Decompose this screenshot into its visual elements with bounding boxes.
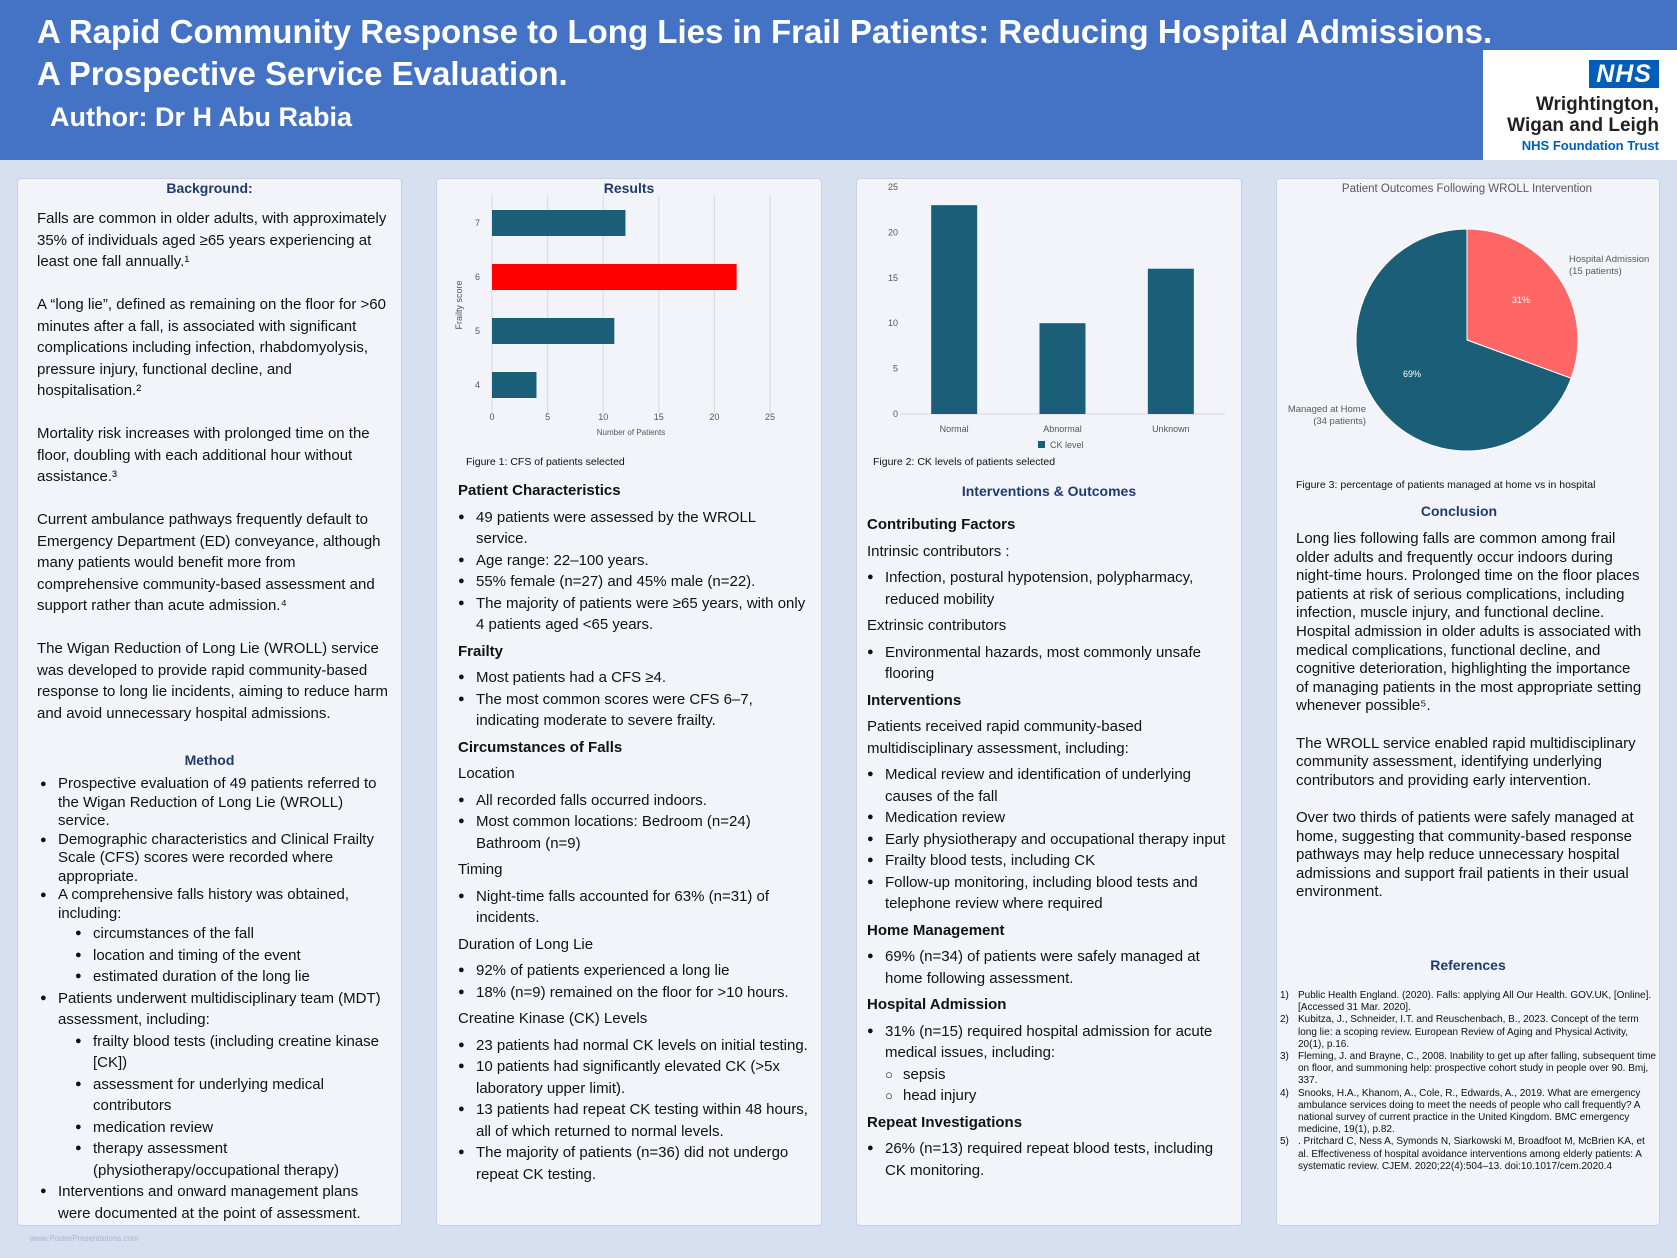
figure2-caption: Figure 2: CK levels of patients selected	[873, 456, 1056, 468]
references-list	[1280, 990, 1656, 1173]
poster-title-line1: A Rapid Community Response to Long Lies in Frail Patients: Reducing Hospital Admissions.	[37, 13, 1493, 50]
conclusion-paragraph: Over two thirds of patients were safely managed at home, suggesting that community-based response pathways may help reduce unnecessary hospital admissions and support frail patients in their usual environment.	[1296, 808, 1634, 901]
ck-heading: Creatine Kinase (CK) Levels	[458, 1010, 648, 1027]
list-item: ● Most patients had a CFS ≥4.	[458, 667, 808, 689]
trust-name-line2: Wigan and Leigh	[1507, 115, 1659, 136]
conclusion-paragraph: The WROLL service enabled rapid multidisciplinary community assessment, identifying underlying contributors and providing early intervention.	[1296, 734, 1636, 789]
list-item: ● 69% (n=34) of patients were safely managed at home following assessment.	[867, 946, 1227, 989]
x-tick-label: Unknown	[1152, 424, 1190, 434]
pie-slice-label: Managed at Home	[1287, 404, 1366, 415]
results-text	[458, 480, 808, 1185]
list-item: ● 18% (n=9) remained on the floor for >10 hours.	[458, 982, 808, 1004]
pie-pct-label: 31%	[1511, 295, 1531, 305]
outcomes-pie-chart	[1278, 180, 1658, 470]
legend-swatch	[1038, 441, 1045, 448]
background-paragraph: Current ambulance pathways frequently default to Emergency Department (ED) conveyance, although many patients would benefit more from comprehensive community-based assessment and support rather than acute admission.⁴	[37, 511, 381, 614]
watermark: www.PosterPresentations.com	[30, 1234, 139, 1243]
ck-bar-chart	[860, 180, 1240, 455]
bar	[492, 264, 737, 290]
list-item: ○ head injury	[885, 1085, 1227, 1107]
cfs-bar-chart	[440, 195, 820, 440]
conclusion-heading: Conclusion	[1420, 503, 1498, 519]
results-heading: Results	[603, 180, 655, 196]
background-paragraph: Mortality risk increases with prolonged time on the floor, doubling with each additional hour without assistance.³	[37, 425, 370, 485]
y-axis-label: Frailty score	[454, 280, 464, 330]
list-item: ● Demographic characteristics and Clinical Frailty Scale (CFS) scores were recorded where appropriate.	[40, 831, 385, 887]
list-item: ● circumstances of the fall	[75, 923, 385, 945]
y-tick-label: 5	[474, 326, 480, 336]
list-item: ● 23 patients had normal CK levels on initial testing.	[458, 1035, 808, 1057]
x-axis-label: Number of Patients	[596, 428, 666, 437]
conclusion-paragraph: Long lies following falls are common among frail older adults and frequently occur indoors during night-time hours. Prolonged time on the floor places patients at risk of serious complications, including infection, muscle injury, and functional decline. Hospital admission in older adults is associated with medical complications, functional decline, and cognitive deterioration, highlighting the importance of managing patients in the most appropriate setting whenever possible⁵.	[1296, 530, 1642, 715]
timing-heading: Timing	[458, 861, 503, 878]
reference-item: 5) . Pritchard C, Ness A, Symonds N, Siarkowski M, Broadfoot M, McBrien KA, et al. Effectiveness of hospital avoidance interventions among elderly patients: A systematic review. CJEM. 2020;22(4):504–13. doi:10.1017/cem.2020.4	[1280, 1136, 1645, 1172]
pie-slice-label: Hospital Admission	[1569, 254, 1650, 265]
duration-heading: Duration of Long Lie	[458, 935, 594, 953]
bar	[492, 372, 536, 398]
x-tick-label: 5	[545, 412, 551, 422]
figure3-caption: Figure 3: percentage of patients managed at home vs in hospital	[1296, 479, 1596, 491]
list-item: ○ sepsis	[885, 1064, 1227, 1086]
list-item: ● frailty blood tests (including creatine kinase [CK])	[75, 1031, 385, 1074]
list-item: ● Age range: 22–100 years.	[458, 550, 808, 572]
interventions-heading: Interventions & Outcomes	[961, 483, 1137, 499]
list-item: ● 49 patients were assessed by the WROLL service.	[458, 507, 808, 550]
bar	[1148, 269, 1194, 414]
trust-name-line3: NHS Foundation Trust	[1521, 138, 1659, 153]
patient-characteristics-heading: Patient Characteristics	[458, 482, 621, 499]
list-item: ● 31% (n=15) required hospital admission for acute medical issues, including: ○ sepsis ○ head injury	[867, 1021, 1227, 1107]
repeat-investigations-heading: Repeat Investigations	[867, 1113, 1023, 1131]
poster-header	[0, 0, 1677, 160]
pie-pct-label: 69%	[1402, 369, 1422, 379]
conclusion-text	[1296, 530, 1646, 923]
list-item: ● Frailty blood tests, including CK	[867, 850, 1227, 872]
background-paragraph: The Wigan Reduction of Long Lie (WROLL) service was developed to provide rapid community-based response to long lie incidents, aiming to reduce harm and avoid unnecessary hospital admissions.	[37, 640, 389, 722]
reference-item: 3) Fleming, J. and Brayne, C., 2008. Inability to get up after falling, subsequent time on floor, and summoning help: prospective cohort study in people over 90. Bmj, 337.	[1280, 1051, 1656, 1087]
reference-item: 2) Kubitza, J., Schneider, I.T. and Reuschenbach, B., 2023. Concept of the term long lie: a scoping review. European Review of Aging and Physical Activity, 20(1), p.16.	[1280, 1014, 1639, 1050]
interventions-subheading: Interventions	[867, 691, 962, 709]
y-tick-label: 20	[887, 227, 898, 238]
reference-item: 1) Public Health England. (2020). Falls: applying All Our Health. GOV.UK, [Online]. [Accessed 31 Mar. 2020].	[1280, 990, 1652, 1014]
y-tick-label: 0	[892, 409, 898, 419]
list-item: ● Interventions and onward management plans were documented at the point of assessment.	[40, 1181, 385, 1224]
list-item: ● therapy assessment (physiotherapy/occupational therapy)	[75, 1138, 385, 1181]
y-tick-label: 10	[887, 318, 898, 329]
list-item: ● Early physiotherapy and occupational therapy input	[867, 829, 1227, 851]
location-heading: Location	[458, 765, 515, 782]
list-item: ● 13 patients had repeat CK testing within 48 hours, all of which returned to normal levels.	[458, 1099, 808, 1142]
home-management-heading: Home Management	[867, 921, 1005, 939]
background-heading: Background:	[166, 180, 253, 196]
hospital-admission-heading: Hospital Admission	[867, 996, 1007, 1013]
extrinsic-heading: Extrinsic contributors	[867, 617, 1007, 634]
method-list	[40, 775, 385, 1224]
list-item: ● Medical review and identification of underlying causes of the fall	[867, 764, 1227, 807]
bar	[1040, 323, 1086, 414]
list-item: ● estimated duration of the long lie	[75, 966, 385, 988]
poster-title-line2: A Prospective Service Evaluation.	[37, 55, 568, 92]
x-tick-label: 10	[598, 412, 609, 422]
x-tick-label: 0	[489, 412, 495, 422]
list-item: ● A comprehensive falls history was obtained, including: ● circumstances of the fall ● location and timing of the event ● estimated duration of the long lie	[40, 886, 385, 988]
x-tick-label: Normal	[939, 424, 969, 434]
frailty-heading: Frailty	[458, 642, 504, 660]
pie-slice-detail: (34 patients)	[1313, 416, 1366, 427]
chart-title: Patient Outcomes Following WROLL Intervention	[1341, 183, 1593, 195]
list-item: ● location and timing of the event	[75, 945, 385, 967]
bar	[931, 205, 977, 414]
interventions-text	[867, 514, 1227, 1181]
list-item: ● The majority of patients (n=36) did not undergo repeat CK testing.	[458, 1142, 808, 1185]
background-paragraph: A “long lie”, defined as remaining on the floor for >60 minutes after a fall, is associated with significant complications including infection, rhabdomyolysis, pressure injury, functional decline, and hospitalisation.²	[37, 296, 386, 399]
list-item: ● Environmental hazards, most commonly unsafe flooring	[867, 642, 1227, 685]
bar	[492, 210, 625, 236]
poster-author: Author: Dr H Abu Rabia	[50, 102, 352, 132]
y-tick-label: 7	[474, 218, 480, 228]
background-text	[37, 208, 392, 746]
reference-item: 4) Snooks, H.A., Khanom, A., Cole, R., Edwards, A., 2019. What are emergency ambulance services doing to meet the needs of people who call frequently? A national survey of current practice in the United Kingdom. BMC emergency medicine, 19(1), p.82.	[1280, 1087, 1641, 1136]
list-item: ● The most common scores were CFS 6–7, indicating moderate to severe frailty.	[458, 689, 808, 732]
nhs-logo	[1483, 50, 1677, 160]
list-item: ● Infection, postural hypotension, polypharmacy, reduced mobility	[867, 567, 1227, 610]
trust-name-line1: Wrightington,	[1535, 94, 1659, 115]
x-tick-label: 15	[653, 412, 664, 422]
list-item: ● The majority of patients were ≥65 years, with only 4 patients aged <65 years.	[458, 593, 808, 636]
list-item: ● 92% of patients experienced a long lie	[458, 960, 808, 982]
y-tick-label: 15	[887, 272, 898, 283]
list-item: ● Night-time falls accounted for 63% (n=31) of incidents.	[458, 886, 808, 929]
list-item: ● Patients underwent multidisciplinary team (MDT) assessment, including: ● frailty blood tests (including creatine kinase [CK]) ● assessment for underlying medical contributors ● medication review ● therapy assessment (physiotherapy/occupational therapy)	[40, 988, 385, 1182]
legend-label: CK level	[1050, 440, 1084, 450]
list-item: ● 10 patients had significantly elevated CK (>5x laboratory upper limit).	[458, 1056, 808, 1099]
interventions-intro: Patients received rapid community-based multidisciplinary assessment, including:	[867, 718, 1143, 757]
list-item: ● Follow-up monitoring, including blood tests and telephone review where required	[867, 872, 1227, 915]
figure1-caption: Figure 1: CFS of patients selected	[466, 456, 625, 468]
x-tick-label: 25	[764, 412, 776, 422]
list-item: ● All recorded falls occurred indoors.	[458, 790, 808, 812]
contributing-factors-heading: Contributing Factors	[867, 516, 1016, 533]
list-item: ● 55% female (n=27) and 45% male (n=22).	[458, 571, 808, 593]
y-tick-label: 5	[892, 363, 898, 374]
intrinsic-heading: Intrinsic contributors :	[867, 542, 1010, 560]
references-heading: References	[1430, 957, 1506, 973]
list-item: ● medication review	[75, 1117, 385, 1139]
background-paragraph: Falls are common in older adults, with approximately 35% of individuals aged ≥65 years experiencing at least one fall annually.¹	[37, 210, 387, 270]
list-item: ● Most common locations: Bedroom (n=24) Bathroom (n=9)	[458, 811, 808, 854]
list-item: ● Prospective evaluation of 49 patients referred to the Wigan Reduction of Long Lie (WROLL) service.	[40, 775, 385, 831]
circumstances-heading: Circumstances of Falls	[458, 738, 623, 756]
nhs-badge: NHS	[1589, 60, 1659, 88]
pie-slice-detail: (15 patients)	[1569, 266, 1622, 277]
list-item: ● assessment for underlying medical contributors	[75, 1074, 385, 1117]
list-item: ● 26% (n=13) required repeat blood tests, including CK monitoring.	[867, 1138, 1227, 1181]
method-heading: Method	[184, 752, 235, 768]
y-tick-label: 25	[887, 182, 898, 192]
bar	[492, 318, 614, 344]
y-tick-label: 6	[474, 272, 480, 282]
list-item: ● Medication review	[867, 807, 1227, 829]
x-tick-label: Abnormal	[1043, 424, 1082, 434]
x-tick-label: 20	[709, 412, 720, 422]
y-tick-label: 4	[474, 380, 480, 390]
